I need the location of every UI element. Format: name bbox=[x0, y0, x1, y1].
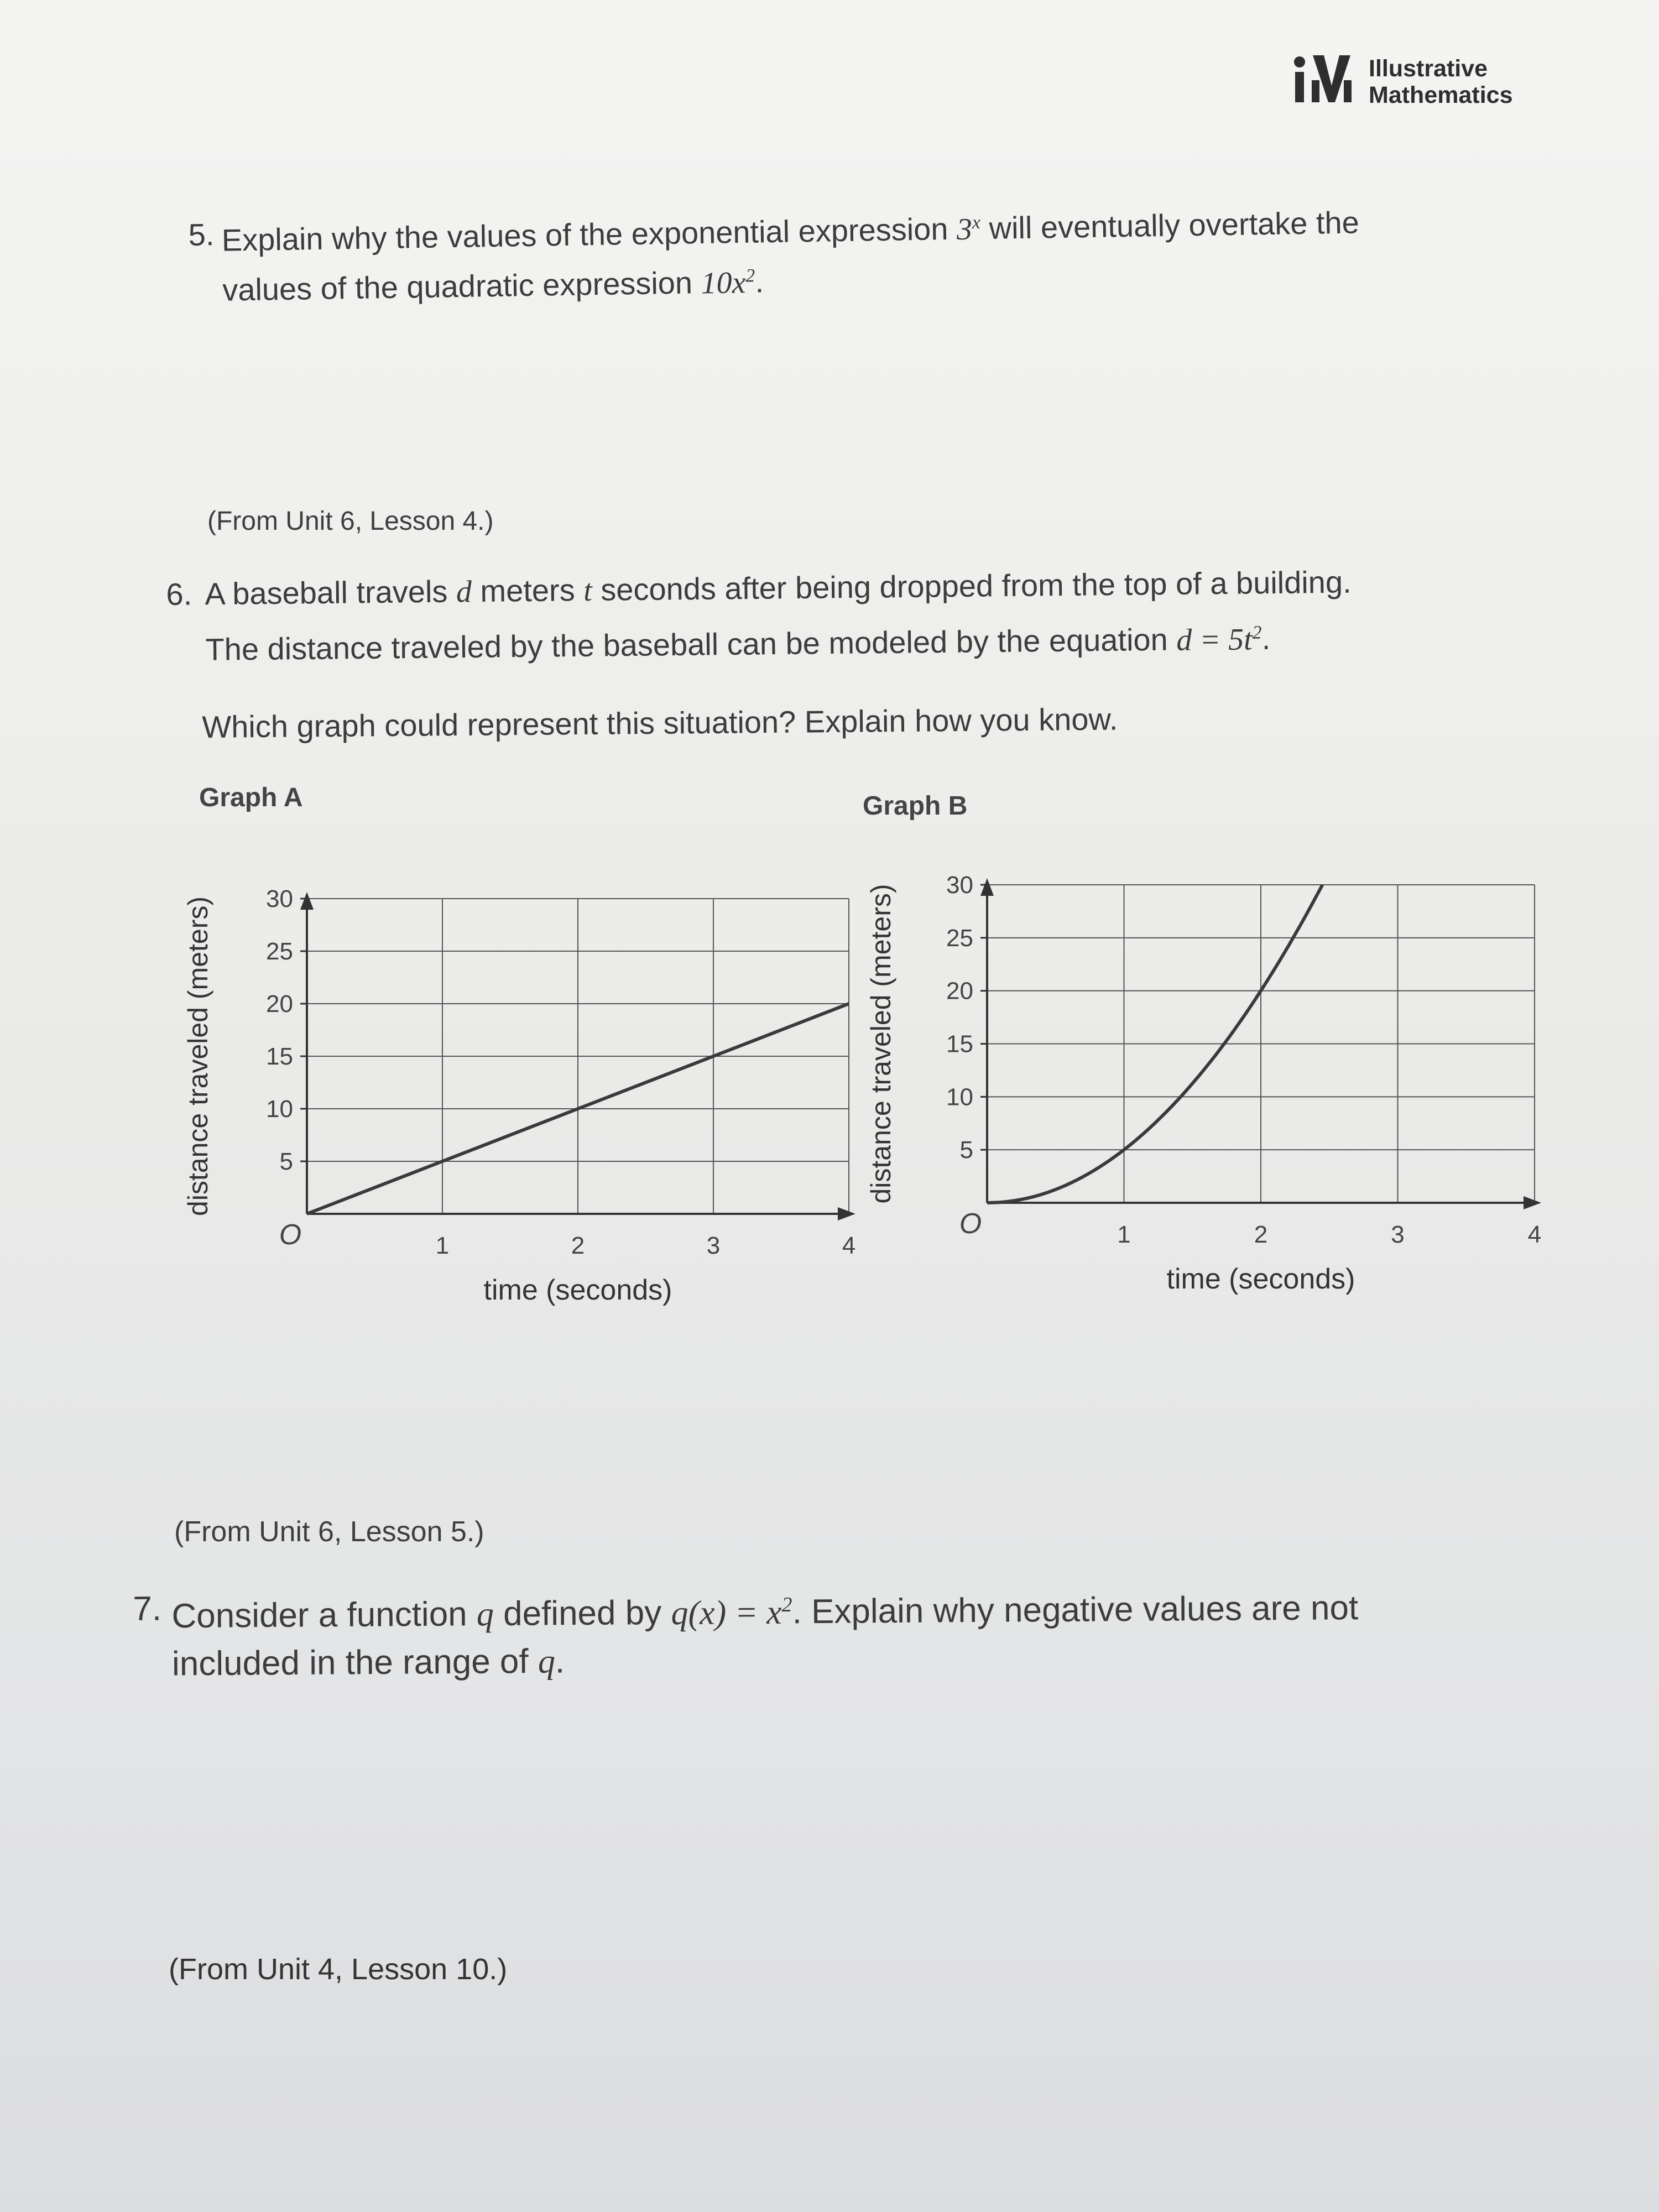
graph-a-svg bbox=[182, 863, 901, 1316]
im-logo-icon bbox=[1288, 55, 1360, 105]
graph-a-x-tick-label: 1 bbox=[435, 1232, 450, 1259]
graph-b-x-axis-label: time (seconds) bbox=[1166, 1263, 1355, 1295]
logo-line-1: Illustrative bbox=[1369, 55, 1488, 82]
question-5-number: 5. bbox=[188, 217, 215, 252]
graph-b-y-tick-label: 25 bbox=[946, 924, 973, 952]
question-5 bbox=[188, 189, 1517, 315]
q6-var-t: t bbox=[583, 573, 593, 608]
graph-b-y-tick-label: 30 bbox=[946, 872, 973, 899]
graph-b-svg bbox=[863, 863, 1554, 1316]
q5-text-d: . bbox=[754, 264, 764, 299]
question-6-line-2 bbox=[205, 608, 1271, 675]
illustrative-mathematics-logo bbox=[1288, 55, 1543, 111]
q7-text-d: included in the range of bbox=[171, 1642, 539, 1683]
q6-equation bbox=[1176, 622, 1262, 658]
graph-b-y-axis-label: distance traveled (meters) bbox=[865, 884, 896, 1204]
graph-a-y-tick-label: 30 bbox=[266, 885, 293, 912]
graph-a-x-axis-label: time (seconds) bbox=[483, 1274, 672, 1306]
question-5-line-1 bbox=[221, 192, 1359, 266]
question-6-source: (From Unit 6, Lesson 5.) bbox=[174, 1516, 484, 1548]
question-7-source: (From Unit 4, Lesson 10.) bbox=[169, 1953, 508, 1986]
q7-text-b: defined by bbox=[493, 1593, 671, 1634]
q7-definition bbox=[671, 1593, 792, 1632]
graph-b-y-tick-label: 5 bbox=[959, 1136, 973, 1164]
graph-a-y-tick-label: 10 bbox=[266, 1095, 293, 1123]
graph-b-x-tick-label: 3 bbox=[1391, 1221, 1405, 1248]
question-7-line-1 bbox=[171, 1573, 1359, 1645]
graph-a-x-tick-label: 4 bbox=[842, 1232, 856, 1259]
graph-a-y-axis-arrow bbox=[300, 892, 314, 910]
q7-var-q: q bbox=[476, 1595, 494, 1634]
graph-a-y-tick-label: 15 bbox=[266, 1043, 293, 1070]
graph-a bbox=[182, 863, 901, 1316]
q5-expr1-base: 3 bbox=[956, 212, 973, 247]
graph-b-x-tick-label: 1 bbox=[1117, 1221, 1131, 1248]
q5-text-b: will eventually overtake the bbox=[980, 205, 1360, 246]
q5-text-c: values of the quadratic expression bbox=[222, 265, 702, 307]
q5-expr1-exp: x bbox=[972, 212, 981, 233]
graph-a-y-tick-label: 5 bbox=[279, 1148, 293, 1175]
graph-b-x-tick-label: 2 bbox=[1254, 1221, 1268, 1248]
question-7-number: 7. bbox=[133, 1589, 162, 1628]
q6-text-d: The distance traveled by the baseball can be modeled by the equation bbox=[205, 622, 1177, 667]
question-7 bbox=[133, 1572, 1516, 1692]
graph-b-x-axis-arrow bbox=[1524, 1196, 1541, 1209]
q6-text-a: A baseball travels bbox=[205, 573, 457, 612]
q6-text-e: . bbox=[1261, 620, 1271, 656]
graph-b bbox=[863, 863, 1554, 1316]
question-5-source: (From Unit 6, Lesson 4.) bbox=[207, 507, 494, 536]
question-6-number: 6. bbox=[166, 576, 192, 612]
q7-definition-exp: 2 bbox=[781, 1593, 792, 1616]
graph-a-y-axis-label: distance traveled (meters) bbox=[182, 896, 213, 1217]
q7-text-a: Consider a function bbox=[171, 1595, 477, 1636]
graph-b-title: Graph B bbox=[863, 791, 968, 821]
question-7-line-2 bbox=[172, 1634, 565, 1692]
q7-text-e: . bbox=[555, 1642, 565, 1681]
graph-b-origin-label: O bbox=[959, 1208, 982, 1240]
q6-equation-exp: 2 bbox=[1252, 622, 1262, 643]
graph-a-x-tick-label: 3 bbox=[706, 1232, 721, 1259]
question-6-prompt: Which graph could represent this situation? Explain how you know. bbox=[202, 701, 1118, 744]
graph-b-y-tick-label: 20 bbox=[946, 977, 973, 1005]
q7-text-c: . Explain why negative values are not bbox=[792, 1589, 1359, 1631]
q5-expr2: 10x bbox=[701, 265, 746, 301]
graph-a-origin-label: O bbox=[279, 1219, 302, 1251]
q5-expression-quadratic bbox=[701, 265, 755, 301]
q7-var-q2: q bbox=[538, 1642, 556, 1681]
graph-b-y-axis-arrow bbox=[980, 878, 994, 896]
question-5-line-2 bbox=[222, 251, 764, 316]
graph-a-y-tick-label: 25 bbox=[266, 938, 293, 965]
graph-b-x-tick-label: 4 bbox=[1527, 1221, 1542, 1248]
graph-a-x-axis-arrow bbox=[838, 1207, 855, 1220]
q6-text-b: meters bbox=[471, 572, 584, 609]
q7-definition-text: q(x) = x bbox=[671, 1593, 782, 1632]
graph-a-x-tick-label: 2 bbox=[571, 1232, 585, 1259]
graph-a-title: Graph A bbox=[199, 783, 303, 812]
q5-expression-exponential bbox=[956, 212, 980, 247]
graph-b-y-tick-label: 15 bbox=[946, 1030, 973, 1058]
q6-var-d: d bbox=[456, 575, 472, 609]
question-6 bbox=[166, 555, 1522, 675]
q5-expr2-exp: 2 bbox=[745, 265, 755, 286]
graph-a-y-tick-label: 20 bbox=[266, 990, 293, 1018]
q5-text-a: Explain why the values of the exponential expression bbox=[221, 211, 957, 258]
q6-text-c: seconds after being dropped from the top of a building. bbox=[592, 564, 1352, 607]
graph-b-y-tick-label: 10 bbox=[946, 1083, 973, 1111]
q6-equation-text: d = 5t bbox=[1176, 622, 1253, 658]
logo-line-2: Mathematics bbox=[1369, 82, 1513, 108]
